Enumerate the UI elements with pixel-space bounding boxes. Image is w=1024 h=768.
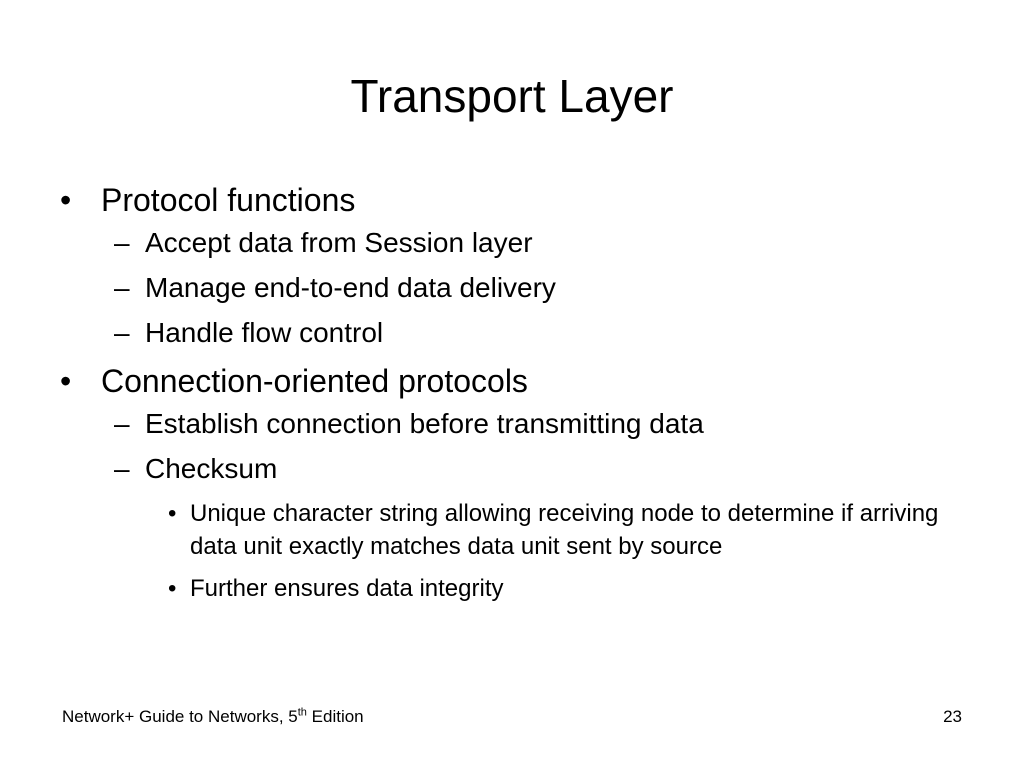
slide-content bbox=[60, 180, 980, 614]
sub-sub-bullet-text: Unique character string allowing receiving node to determine if arriving data unit exactly matches data unit sent by source bbox=[190, 500, 939, 560]
bullet-connection-oriented bbox=[60, 361, 980, 401]
sub-bullet-text: Handle flow control bbox=[145, 317, 384, 348]
footer-book-suffix: Edition bbox=[306, 707, 364, 726]
sub-sub-bullet-text: Further ensures data integrity bbox=[190, 575, 504, 602]
bullet-marker: • bbox=[168, 500, 177, 527]
bullet-marker: • bbox=[60, 363, 72, 399]
sub-bullet-flow-control bbox=[60, 316, 980, 350]
bullet-marker: • bbox=[168, 575, 177, 602]
sub-bullet-manage-delivery bbox=[60, 271, 980, 305]
sub-sub-bullet-unique-string bbox=[60, 497, 970, 563]
bullet-marker: • bbox=[60, 182, 72, 218]
sub-sub-bullet-data-integrity bbox=[60, 572, 970, 605]
footer-book-title bbox=[62, 706, 364, 728]
dash-marker: – bbox=[114, 272, 130, 303]
sub-bullet-text: Manage end-to-end data delivery bbox=[145, 272, 556, 303]
dash-marker: – bbox=[114, 453, 130, 484]
sub-bullet-text: Establish connection before transmitting data bbox=[145, 408, 704, 439]
page-number: 23 bbox=[943, 707, 962, 726]
dash-marker: – bbox=[114, 317, 130, 348]
footer-book-prefix: Network+ Guide to Networks, 5 bbox=[62, 707, 298, 726]
sub-bullet-checksum bbox=[60, 452, 980, 486]
bullet-text: Protocol functions bbox=[101, 182, 356, 218]
dash-marker: – bbox=[114, 408, 130, 439]
sub-bullet-accept-data bbox=[60, 226, 980, 260]
sub-bullet-text: Accept data from Session layer bbox=[145, 227, 533, 258]
bullet-text: Connection-oriented protocols bbox=[101, 363, 528, 399]
sub-bullet-establish-connection bbox=[60, 407, 980, 441]
dash-marker: – bbox=[114, 227, 130, 258]
sub-bullet-text: Checksum bbox=[145, 453, 278, 484]
slide-title: Transport Layer bbox=[350, 70, 674, 122]
bullet-protocol-functions bbox=[60, 180, 980, 220]
footer-book-superscript: th bbox=[297, 706, 307, 719]
